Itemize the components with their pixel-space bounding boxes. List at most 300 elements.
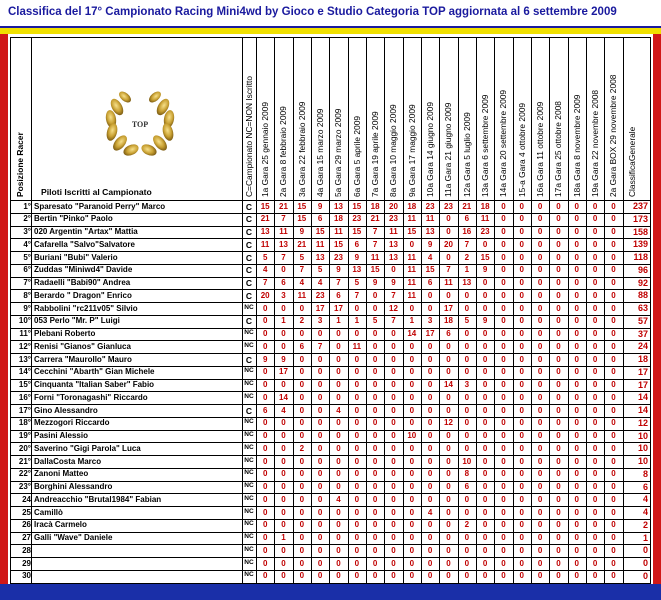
score-cell: 11: [444, 278, 453, 287]
pilot-name-cell: Buriani "Bubi" Valerio: [34, 252, 118, 262]
score-cell: 0: [336, 380, 341, 389]
score-cell: 0: [354, 533, 360, 542]
score-cell: 0: [519, 354, 524, 364]
score-cell: 0: [592, 520, 598, 530]
total-cell: 14: [637, 405, 648, 415]
type-cell: C: [245, 201, 253, 212]
score-cell: 0: [501, 571, 506, 581]
score-cell: 0: [372, 329, 378, 338]
score-cell: 0: [611, 227, 616, 236]
score-cell: 0: [501, 316, 506, 326]
score-cell: 0: [592, 469, 598, 479]
score-cell: 7: [464, 239, 470, 249]
score-cell: 0: [556, 278, 561, 287]
score-cell: 0: [317, 367, 323, 377]
race-column-header: 4a Gara 15 marzo 2009: [314, 108, 325, 197]
score-cell: 6: [427, 278, 433, 287]
score-cell: 17: [315, 303, 325, 313]
total-cell: 237: [632, 201, 648, 211]
score-cell: 0: [317, 545, 323, 555]
race-column-header: 2a Gara 8 febbraio 2009: [278, 106, 289, 197]
score-cell: 0: [592, 380, 598, 389]
score-cell: 0: [519, 214, 524, 224]
position-cell: 26: [22, 520, 31, 530]
score-cell: 0: [427, 380, 433, 389]
score-cell: 0: [556, 456, 561, 466]
score-cell: 0: [592, 329, 598, 338]
score-cell: 4: [317, 278, 323, 287]
score-cell: 0: [391, 443, 396, 453]
score-cell: 0: [592, 278, 598, 287]
pilot-name-cell: DallaCosta Marco: [34, 456, 102, 466]
score-cell: 0: [299, 418, 305, 428]
score-cell: 15: [352, 227, 362, 236]
score-cell: 0: [464, 418, 470, 428]
total-cell: 18: [637, 354, 648, 364]
score-cell: 0: [611, 392, 616, 402]
score-cell: 0: [391, 558, 396, 568]
score-cell: 0: [446, 507, 451, 517]
score-cell: 0: [574, 341, 579, 351]
score-cell: 0: [519, 520, 524, 530]
type-cell: C: [245, 405, 253, 416]
pilot-name-cell: Andreacchio "Brutal1984" Fabian: [34, 494, 162, 504]
score-cell: 0: [519, 494, 524, 504]
score-cell: 0: [354, 392, 360, 402]
score-cell: 0: [537, 456, 543, 466]
type-cell: NC: [244, 571, 254, 579]
score-cell: 0: [482, 392, 488, 402]
score-cell: 0: [281, 520, 286, 530]
type-cell: NC: [244, 303, 254, 311]
type-column-header: C=Campionato NC=NON Iscritto: [244, 75, 254, 197]
score-cell: 0: [482, 456, 488, 466]
score-cell: 0: [519, 201, 524, 211]
score-cell: 4: [262, 265, 268, 275]
score-cell: 0: [391, 494, 396, 504]
score-cell: 0: [574, 239, 579, 249]
position-cell: 28: [22, 545, 31, 555]
score-cell: 17: [444, 303, 453, 313]
score-cell: 0: [482, 341, 488, 351]
score-cell: 0: [611, 520, 616, 530]
score-cell: 0: [611, 418, 616, 428]
score-cell: 15: [260, 201, 270, 211]
score-cell: 0: [574, 201, 579, 211]
score-cell: 0: [556, 303, 561, 313]
score-cell: 10: [407, 431, 417, 440]
score-cell: 0: [409, 571, 415, 581]
score-cell: 0: [281, 443, 286, 453]
title-bar: [0, 0, 661, 28]
score-cell: 2: [299, 443, 305, 453]
score-cell: 13: [389, 252, 398, 262]
score-cell: 11: [260, 239, 270, 249]
total-cell: 17: [637, 366, 648, 377]
score-cell: 0: [611, 201, 616, 211]
score-cell: 0: [519, 329, 524, 338]
score-cell: 0: [372, 571, 378, 581]
score-cell: 0: [299, 329, 305, 338]
position-cell: 14°: [18, 367, 31, 377]
score-cell: 0: [537, 252, 543, 262]
score-cell: 0: [354, 482, 360, 491]
score-cell: 4: [336, 405, 341, 415]
position-cell: 24: [22, 494, 31, 504]
score-cell: 0: [482, 418, 488, 428]
score-cell: 0: [464, 290, 470, 300]
type-cell: NC: [244, 482, 254, 489]
type-cell: C: [245, 265, 253, 276]
total-cell: 10: [637, 430, 648, 441]
score-cell: 0: [592, 265, 598, 275]
position-cell: 19°: [18, 431, 31, 440]
total-cell: 92: [637, 277, 648, 288]
score-cell: 0: [427, 494, 433, 504]
score-cell: 0: [262, 456, 268, 466]
score-cell: 0: [336, 520, 341, 530]
score-cell: 0: [556, 252, 561, 262]
score-cell: 0: [354, 443, 360, 453]
score-cell: 0: [317, 354, 323, 364]
total-cell: 37: [637, 328, 648, 339]
score-cell: 0: [391, 456, 396, 466]
score-cell: 9: [391, 278, 396, 287]
score-cell: 0: [446, 341, 451, 351]
score-cell: 0: [281, 431, 286, 440]
score-cell: 0: [592, 290, 598, 300]
score-cell: 0: [409, 354, 415, 364]
standings-table: [10, 37, 651, 583]
score-cell: 0: [372, 303, 378, 313]
total-cell: 6: [642, 481, 648, 492]
score-cell: 20: [444, 239, 453, 249]
score-cell: 0: [592, 354, 598, 364]
score-cell: 0: [391, 354, 396, 364]
score-cell: 0: [372, 545, 378, 555]
score-cell: 0: [427, 482, 433, 491]
score-cell: 0: [354, 456, 360, 466]
score-cell: 0: [336, 482, 341, 491]
score-cell: 0: [427, 443, 433, 453]
pilot-name-cell: Forni "Toronagashi" Riccardo: [34, 392, 148, 402]
type-cell: NC: [244, 431, 254, 438]
score-cell: 15: [315, 227, 325, 236]
score-cell: 0: [574, 265, 579, 275]
score-cell: 7: [281, 252, 286, 262]
score-cell: 0: [464, 494, 470, 504]
score-cell: 0: [409, 456, 415, 466]
blue-border-bottom: [0, 584, 661, 600]
score-cell: 4: [336, 494, 341, 504]
score-cell: 0: [281, 329, 286, 338]
score-cell: 0: [427, 418, 433, 428]
score-cell: 0: [519, 290, 524, 300]
score-cell: 0: [281, 456, 286, 466]
grid-vline: [650, 37, 651, 583]
total-cell: 173: [632, 213, 648, 224]
pilot-name-cell: Galli "Wave" Daniele: [34, 533, 113, 542]
score-cell: 13: [260, 227, 270, 236]
type-cell: NC: [244, 558, 254, 566]
total-cell: 10: [637, 443, 648, 454]
score-cell: 0: [501, 431, 506, 440]
position-cell: 10°: [18, 316, 31, 326]
score-cell: 18: [480, 201, 490, 211]
score-cell: 0: [592, 456, 598, 466]
score-cell: 0: [519, 341, 524, 351]
pilot-name-cell: Saverino "Gigi Parola" Luca: [34, 443, 141, 453]
score-cell: 0: [391, 265, 396, 275]
score-cell: 0: [556, 558, 561, 568]
score-cell: 0: [592, 571, 598, 581]
score-cell: 0: [537, 443, 543, 453]
score-cell: 0: [446, 520, 451, 530]
score-cell: 15: [352, 201, 362, 211]
pilot-name-cell: 053 Perlo "Mr. P" Luigi: [34, 316, 120, 326]
score-cell: 7: [262, 278, 268, 287]
score-cell: 11: [389, 227, 398, 236]
race-column-header: 16a Gara 11 ottobre 2009: [534, 101, 545, 197]
total-cell: 57: [637, 315, 648, 326]
score-cell: 0: [317, 482, 323, 491]
pilot-name-cell: Zanoni Matteo: [34, 469, 89, 479]
score-cell: 0: [281, 380, 286, 389]
score-cell: 0: [446, 469, 451, 479]
score-cell: 0: [611, 494, 616, 504]
score-cell: 0: [299, 507, 305, 517]
score-cell: 0: [482, 354, 488, 364]
score-cell: 1: [281, 316, 286, 326]
score-cell: 21: [297, 239, 307, 249]
pilot-name-cell: Sparesato "Paranoid Perry" Marco: [34, 201, 166, 211]
score-cell: 0: [537, 520, 543, 530]
score-cell: 0: [446, 405, 451, 415]
pilot-name-cell: Bertin "Pinko" Paolo: [34, 214, 113, 224]
position-cell: 3°: [23, 227, 31, 236]
score-cell: 0: [482, 571, 488, 581]
score-cell: 0: [391, 533, 396, 542]
score-cell: 0: [281, 265, 286, 275]
score-cell: 0: [519, 265, 524, 275]
score-cell: 9: [354, 252, 360, 262]
score-cell: 0: [354, 520, 360, 530]
score-cell: 0: [299, 558, 305, 568]
position-cell: 6°: [23, 265, 31, 275]
score-cell: 23: [352, 214, 362, 224]
score-cell: 0: [519, 558, 524, 568]
score-cell: 0: [281, 545, 286, 555]
pilot-name-cell: Plebani Roberto: [34, 329, 96, 338]
score-cell: 11: [279, 227, 288, 236]
score-cell: 14: [444, 380, 453, 389]
score-cell: 14: [279, 392, 288, 402]
score-cell: 15: [297, 201, 307, 211]
score-cell: 0: [556, 392, 561, 402]
score-cell: 0: [262, 380, 268, 389]
score-cell: 0: [427, 392, 433, 402]
score-cell: 23: [480, 227, 490, 236]
score-cell: 0: [592, 443, 598, 453]
score-cell: 0: [372, 469, 378, 479]
race-column-header: 11a Gara 21 giugno 2009: [443, 102, 454, 197]
score-cell: 0: [501, 469, 506, 479]
score-cell: 4: [281, 405, 286, 415]
score-cell: 0: [501, 558, 506, 568]
red-border-right: [653, 34, 661, 590]
pilot-name-cell: Berardo " Dragon" Enrico: [34, 290, 132, 300]
score-cell: 4: [427, 252, 433, 262]
score-cell: 0: [519, 482, 524, 491]
score-cell: 0: [262, 545, 268, 555]
score-cell: 17: [334, 303, 343, 313]
score-cell: 0: [592, 252, 598, 262]
score-cell: 0: [354, 367, 360, 377]
score-cell: 0: [519, 418, 524, 428]
score-cell: 0: [336, 533, 341, 542]
score-cell: 0: [556, 405, 561, 415]
score-cell: 0: [336, 329, 341, 338]
score-cell: 0: [336, 507, 341, 517]
score-cell: 0: [556, 367, 561, 377]
score-cell: 0: [299, 380, 305, 389]
score-cell: 7: [446, 265, 451, 275]
pilot-name-cell: Camillò: [34, 507, 63, 517]
score-cell: 0: [537, 367, 543, 377]
score-cell: 0: [501, 533, 506, 542]
score-cell: 15: [370, 265, 380, 275]
score-cell: 23: [425, 201, 435, 211]
score-cell: 0: [317, 469, 323, 479]
score-cell: 0: [391, 418, 396, 428]
score-cell: 11: [334, 227, 343, 236]
score-cell: 0: [317, 533, 323, 542]
score-cell: 0: [592, 545, 598, 555]
score-cell: 0: [537, 329, 543, 338]
score-cell: 0: [501, 545, 506, 555]
total-cell: 10: [637, 456, 648, 466]
pilot-name-cell: Renisi "Gianos" Gianluca: [34, 341, 131, 351]
score-cell: 0: [427, 354, 433, 364]
score-cell: 0: [372, 290, 378, 300]
position-cell: 9°: [23, 303, 31, 313]
score-cell: 0: [262, 431, 268, 440]
score-cell: 0: [409, 558, 415, 568]
score-cell: 0: [574, 494, 579, 504]
score-cell: 0: [446, 252, 451, 262]
score-cell: 10: [462, 456, 472, 466]
score-cell: 0: [482, 303, 488, 313]
total-cell: 139: [632, 239, 648, 250]
score-cell: 0: [537, 405, 543, 415]
score-cell: 0: [537, 507, 543, 517]
type-cell: NC: [244, 380, 254, 387]
score-cell: 0: [592, 494, 598, 504]
score-cell: 0: [482, 380, 488, 389]
score-cell: 0: [537, 278, 543, 287]
score-cell: 0: [501, 405, 506, 415]
score-cell: 0: [556, 380, 561, 389]
race-column-header: 14a Gara 20 settembre 2009: [498, 89, 509, 197]
score-cell: 0: [519, 252, 524, 262]
score-cell: 0: [592, 533, 598, 542]
score-cell: 0: [556, 482, 561, 491]
score-cell: 0: [464, 431, 470, 440]
type-cell: C: [245, 290, 253, 301]
score-cell: 0: [592, 507, 598, 517]
score-cell: 0: [317, 392, 323, 402]
pilot-name-cell: Radaelli "Babi90" Andrea: [34, 278, 131, 287]
score-cell: 0: [409, 469, 415, 479]
score-cell: 3: [317, 316, 323, 326]
score-cell: 0: [446, 367, 451, 377]
score-cell: 0: [501, 456, 506, 466]
score-cell: 0: [574, 482, 579, 491]
score-cell: 0: [372, 533, 378, 542]
score-cell: 23: [334, 252, 343, 262]
score-cell: 0: [464, 303, 470, 313]
score-cell: 0: [556, 431, 561, 440]
score-cell: 9: [482, 316, 488, 326]
score-cell: 18: [407, 201, 417, 211]
score-cell: 0: [354, 469, 360, 479]
score-cell: 0: [556, 507, 561, 517]
score-cell: 0: [299, 482, 305, 491]
score-cell: 0: [611, 507, 616, 517]
type-cell: NC: [244, 494, 254, 502]
score-cell: 0: [611, 214, 616, 224]
score-cell: 0: [592, 201, 598, 211]
score-cell: 0: [317, 494, 323, 504]
score-cell: 0: [556, 520, 561, 530]
score-cell: 6: [354, 239, 360, 249]
score-cell: 0: [592, 303, 598, 313]
score-cell: 0: [262, 303, 268, 313]
score-cell: 0: [574, 418, 579, 428]
score-cell: 0: [611, 482, 616, 491]
score-cell: 0: [299, 431, 305, 440]
score-cell: 0: [611, 329, 616, 338]
score-cell: 5: [317, 265, 323, 275]
pilot-name-cell: Cinquanta "Italian Saber" Fabio: [34, 380, 155, 389]
score-cell: 0: [391, 571, 396, 581]
score-cell: 0: [446, 482, 451, 491]
score-cell: 0: [592, 214, 598, 224]
score-cell: 0: [299, 392, 305, 402]
score-cell: 0: [391, 329, 396, 338]
score-cell: 0: [611, 239, 616, 249]
score-cell: 0: [482, 545, 488, 555]
position-cell: 15°: [18, 380, 31, 389]
score-cell: 13: [462, 278, 472, 287]
score-cell: 0: [262, 329, 268, 338]
score-cell: 0: [537, 214, 543, 224]
score-cell: 0: [556, 227, 561, 236]
score-cell: 0: [574, 507, 579, 517]
score-cell: 0: [409, 507, 415, 517]
race-column-header: 9a Gara 17 maggio 2009: [406, 104, 417, 197]
score-cell: 0: [427, 533, 433, 542]
score-cell: 0: [501, 329, 506, 338]
score-cell: 0: [611, 252, 616, 262]
score-cell: 0: [482, 431, 488, 440]
score-cell: 7: [336, 278, 341, 287]
score-cell: 0: [354, 558, 360, 568]
score-cell: 1: [464, 265, 470, 275]
score-cell: 0: [574, 278, 579, 287]
yellow-band: [0, 28, 661, 34]
score-cell: 0: [501, 354, 506, 364]
